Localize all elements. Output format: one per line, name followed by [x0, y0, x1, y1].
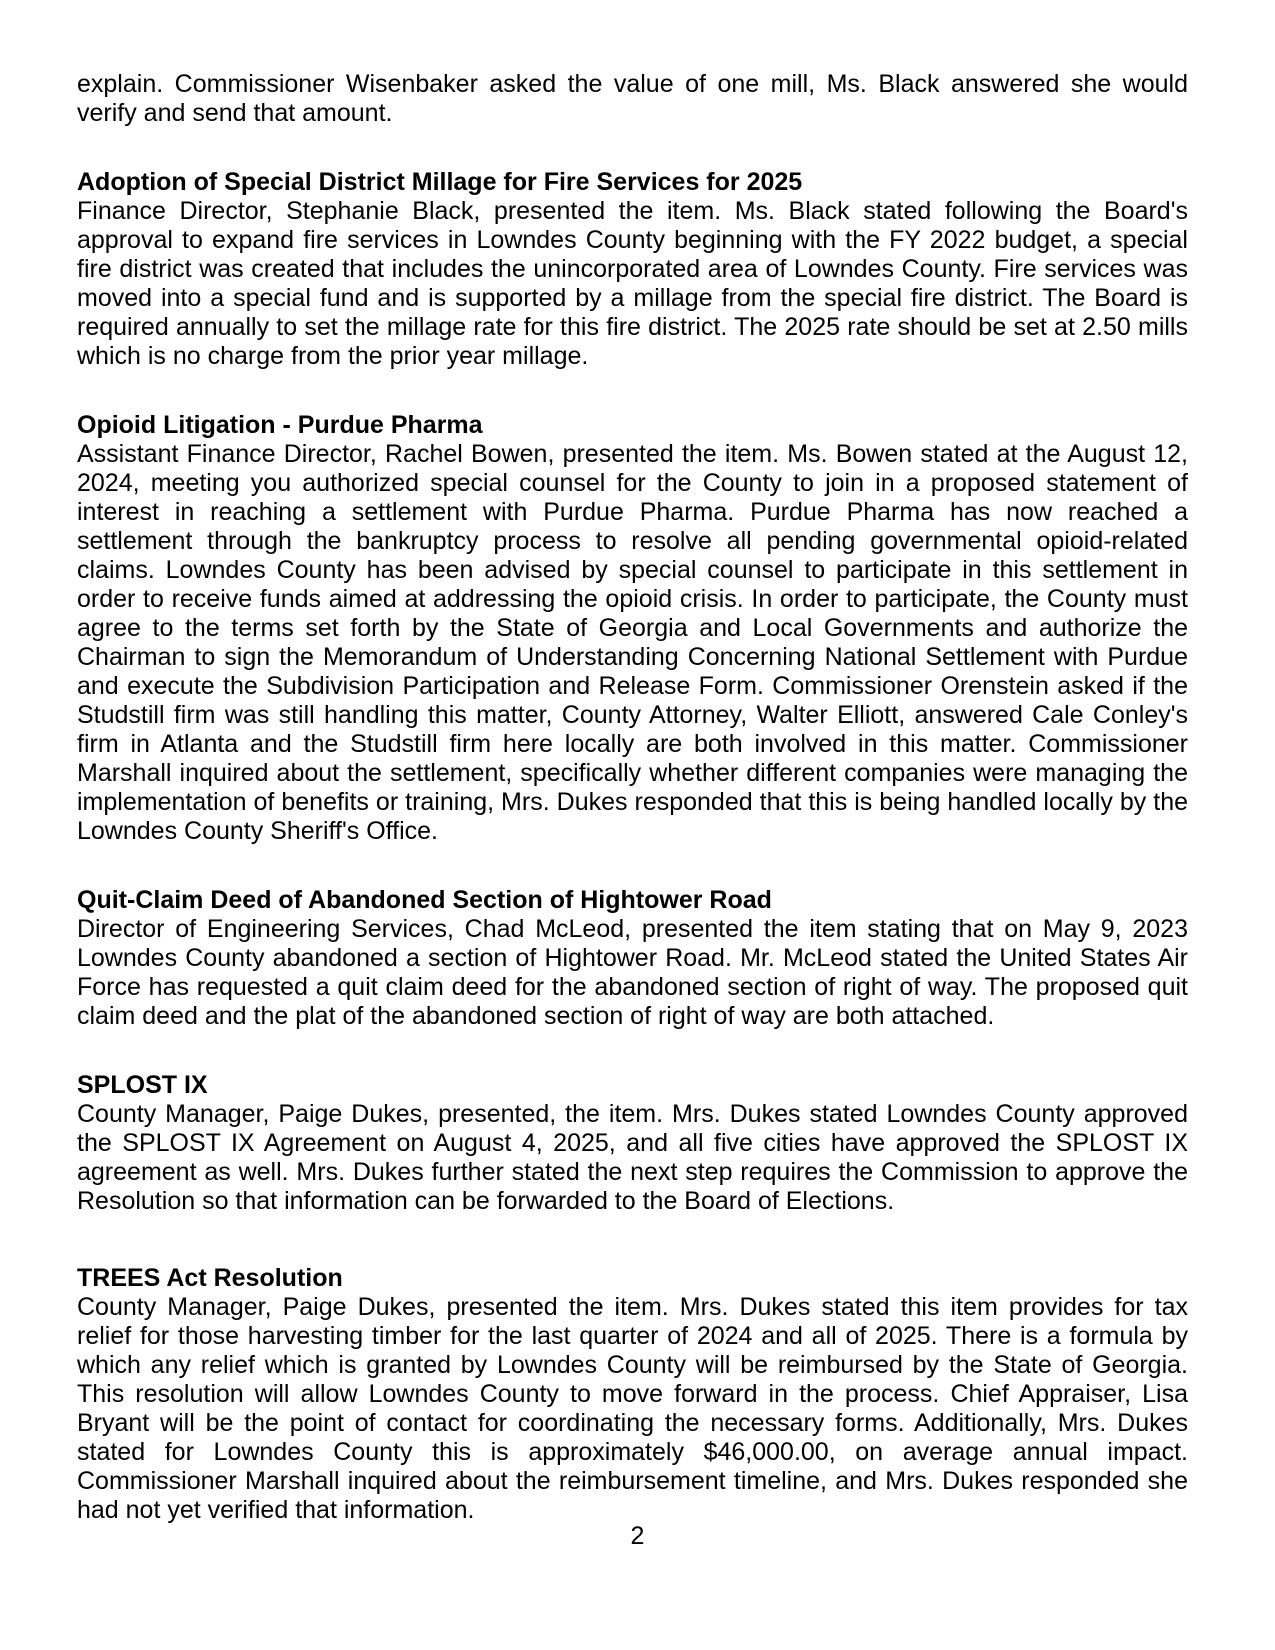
- section-splost-ix: [77, 1071, 1188, 1216]
- section-heading-quit-claim-deed: Quit-Claim Deed of Abandoned Section of Hightower Road: [77, 886, 772, 914]
- section-quit-claim-deed: [77, 886, 1188, 1031]
- section-body-fire-services-millage: Finance Director, Stephanie Black, presented the item. Ms. Black stated following the Board's approval to expand fire services in Lowndes County beginning with the FY 2022 budget, a special fire district was created that includes the unincorporated area of Lowndes County. Fire services was moved into a special fund and is supported by a millage from the special fire district. The Board is required annually to set the millage rate for this fire district. The 2025 rate should be set at 2.50 mills which is no charge from the prior year millage.: [77, 197, 1188, 370]
- section-fire-services-millage: [77, 168, 1188, 371]
- page-number: 2: [630, 1522, 645, 1550]
- section-body-splost-ix: County Manager, Paige Dukes, presented, the item. Mrs. Dukes stated Lowndes County approved the SPLOST IX Agreement on August 4, 2025, and all five cities have approved the SPLOST IX agreement as well. Mrs. Dukes further stated the next step requires the Commission to approve the Resolution so that information can be forwarded to the Board of Elections.: [77, 1100, 1188, 1215]
- section-heading-opioid-litigation: Opioid Litigation - Purdue Pharma: [77, 411, 483, 439]
- section-body-trees-act: County Manager, Paige Dukes, presented the item. Mrs. Dukes stated this item provides for tax relief for those harvesting timber for the last quarter of 2024 and all of 2025. There is a formula by which any relief which is granted by Lowndes County will be reimbursed by the State of Georgia. This resolution will allow Lowndes County to move forward in the process. Chief Appraiser, Lisa Bryant will be the point of contact for coordinating the necessary forms. Additionally, Mrs. Dukes stated for Lowndes County this is approximately $46,000.00, on average annual impact. Commissioner Marshall inquired about the reimbursement timeline, and Mrs. Dukes responded she had not yet verified that information.: [77, 1293, 1188, 1524]
- section-body-opioid-litigation: Assistant Finance Director, Rachel Bowen, presented the item. Ms. Bowen stated at the August 12, 2024, meeting you authorized special counsel for the County to join in a proposed statement of interest in reaching a settlement with Purdue Pharma. Purdue Pharma has now reached a settlement through the bankruptcy process to resolve all pending governmental opioid-related claims. Lowndes County has been advised by special counsel to participate in this settlement in order to receive funds aimed at addressing the opioid crisis. In order to participate, the County must agree to the terms set forth by the State of Georgia and Local Governments and authorize the Chairman to sign the Memorandum of Understanding Concerning National Settlement with Purdue and execute the Subdivision Participation and Release Form. Commissioner Orenstein asked if the Studstill firm was still handling this matter, County Attorney, Walter Elliott, answered Cale Conley's firm in Atlanta and the Studstill firm here locally are both involved in this matter. Commissioner Marshall inquired about the settlement, specifically whether different companies were managing the implementation of benefits or training, Mrs. Dukes responded that this is being handled locally by the Lowndes County Sheriff's Office.: [77, 440, 1188, 845]
- section-heading-fire-services-millage: Adoption of Special District Millage for Fire Services for 2025: [77, 168, 803, 196]
- section-heading-splost-ix: SPLOST IX: [77, 1071, 208, 1099]
- section-trees-act: [77, 1264, 1188, 1525]
- section-body-quit-claim-deed: Director of Engineering Services, Chad McLeod, presented the item stating that on May 9, 2023 Lowndes County abandoned a section of Hightower Road. Mr. McLeod stated the United States Air Force has requested a quit claim deed for the abandoned section of right of way. The proposed quit claim deed and the plat of the abandoned section of right of way are both attached.: [77, 915, 1188, 1030]
- paragraph-continuation: explain. Commissioner Wisenbaker asked the value of one mill, Ms. Black answered she would verify and send that amount.: [77, 70, 1188, 127]
- section-opioid-litigation: [77, 411, 1188, 846]
- section-heading-trees-act: TREES Act Resolution: [77, 1264, 343, 1292]
